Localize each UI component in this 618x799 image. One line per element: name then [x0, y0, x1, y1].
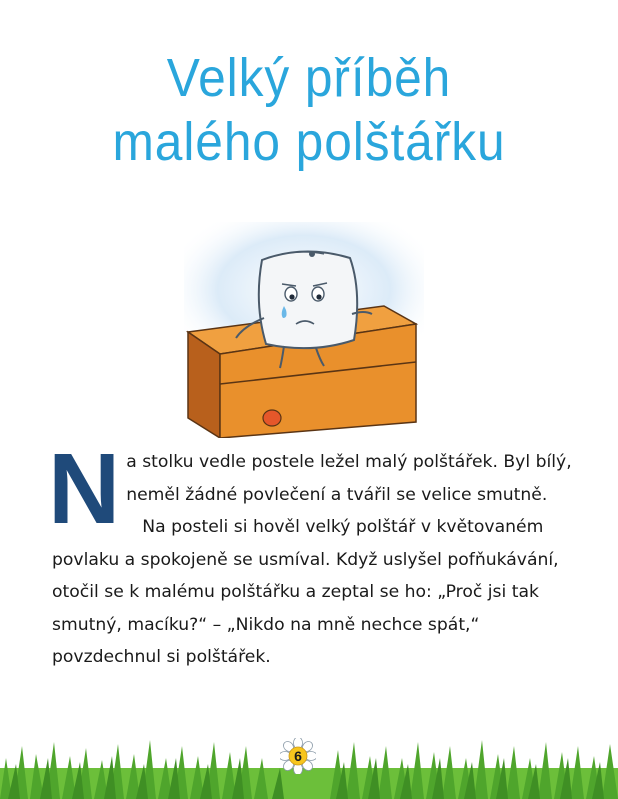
story-paragraph-1: [48, 433, 582, 545]
title-line-2: malého polštářku: [112, 112, 506, 172]
dropcap-letter: N: [48, 433, 121, 545]
sad-pillow-on-nightstand-icon: [184, 222, 424, 438]
title-line-1: Velký příběh: [166, 48, 452, 108]
page-number: 6: [294, 748, 302, 764]
paragraph-1-text: a stolku vedle postele ležel malý polštářek. Byl bílý, neměl žádné povlečení a tvářil se velice smutně.: [126, 452, 572, 505]
story-paragraph-2: Na posteli si hověl velký polštář v květovaném povlaku a spokojeně se usmíval. Když uslyšel pofňukávání, otočil se k malému polštářku a zeptal se ho: „Proč jsi tak smutný, macíku?“ – „Nikdo na mně nechce spát,“ povzdechnul si polštářek.: [52, 517, 559, 667]
story-text: [48, 433, 582, 674]
page-title: [25, 46, 594, 174]
